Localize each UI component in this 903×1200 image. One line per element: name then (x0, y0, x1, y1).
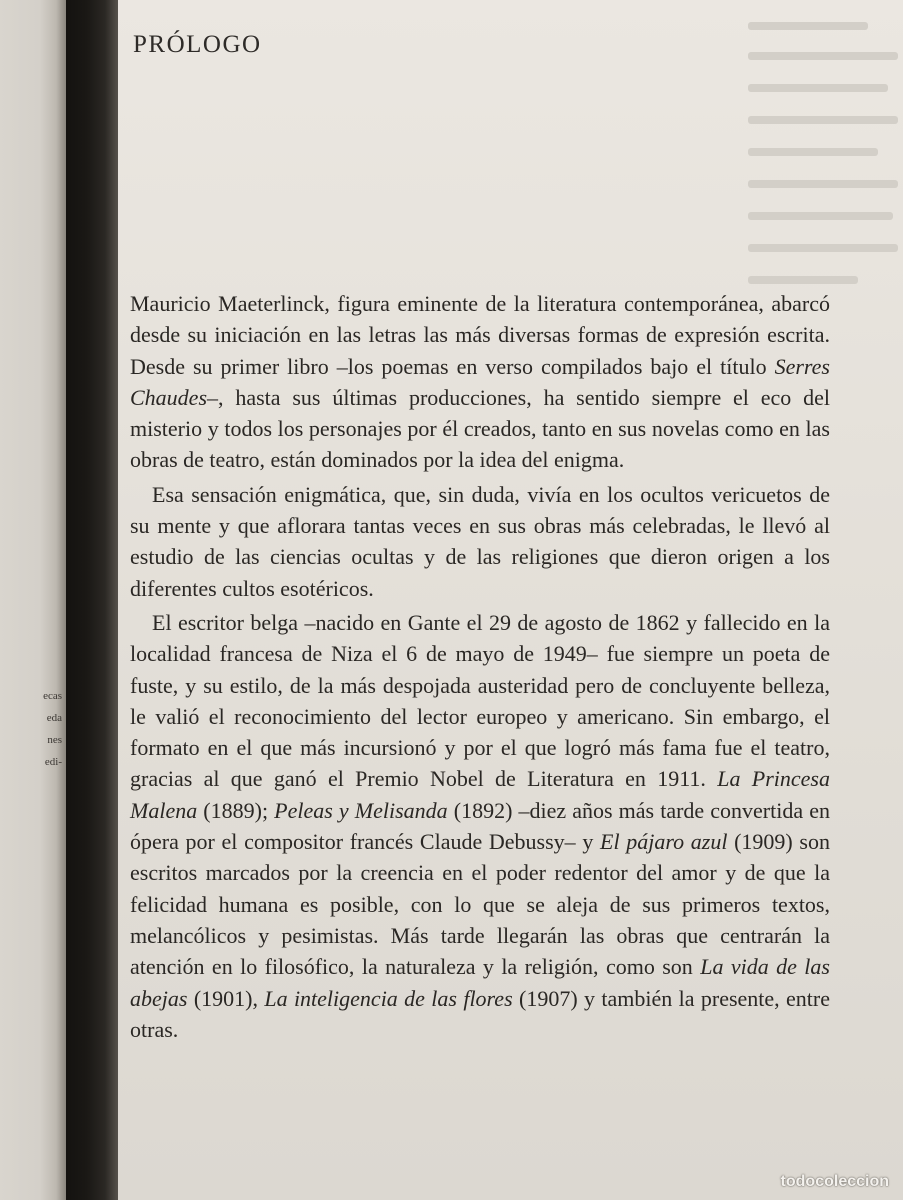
italic-title: Peleas y Melisanda (274, 797, 448, 823)
text-run: El escritor belga –nacido en Gante el 29 de agosto de 1862 y fallecido en la localidad francesa de Niza el 6 de mayo de 1949– fue siempre un poeta de fuste, y su estilo, de la más despojada austeridad pero de concluyente belleza, le valió el reconocimiento del lector europeo y americano. Sin embargo, el formato en el que más incursionó y por el que logró más fama fue el teatro, gracias al que ganó el Premio Nobel de Literatura en 1911. (130, 609, 830, 792)
paragraph (130, 288, 830, 476)
text-run: Esa sensación enigmática, que, sin duda, vivía en los ocultos vericuetos de su mente y que aflorara tantas veces en sus obras más celebradas, le llevó al estudio de las ciencias ocultas y de las religiones que dieron origen a los diferentes cultos esotéricos. (130, 481, 830, 601)
chapter-heading: PRÓLOGO (133, 31, 262, 58)
watermark-logo: todocoleccion (780, 1173, 889, 1190)
facing-page-fragment: edi- (44, 756, 62, 768)
book-page (118, 0, 903, 1200)
paragraph (130, 479, 830, 604)
text-run: –, hasta sus últimas producciones, ha sentido siempre el eco del misterio y todos los personajes por él creados, tanto en sus novelas como en las obras de teatro, están dominados por la idea del enigma. (130, 384, 830, 473)
italic-title: La vida de las abejas (130, 954, 830, 1011)
text-run: (1909) son escritos marcados por la creencia en el poder redentor del amor y de que la felicidad humana es posible, con lo que se aleja de sus primeros textos, melancólicos y pesimistas. Más tarde llegarán las obras que centrarán la atención en lo filosófico, la naturaleza y la religión, como son (130, 829, 830, 980)
book-gutter-shadow (66, 0, 118, 1200)
text-run: (1907) y también la presente, entre otras. (130, 985, 830, 1042)
italic-title: La inteligencia de las flores (264, 985, 513, 1011)
italic-title: El pájaro azul (600, 829, 728, 855)
facing-page-edge (0, 0, 66, 1200)
italic-title: Serres Chaudes (130, 353, 830, 410)
facing-page-fragment: nes (47, 734, 62, 746)
italic-title: La Princesa Malena (130, 766, 830, 823)
facing-page-fragment: eda (46, 712, 62, 724)
body-text (130, 288, 830, 1045)
text-run: Mauricio Maeterlinck, figura eminente de la literatura contemporánea, abarcó desde su iniciación en las letras las más diversas formas de expresión escrita. Desde su primer libro –los poemas en verso compilados bajo el título (130, 291, 830, 379)
text-run: (1901), (187, 985, 265, 1011)
paragraph (130, 607, 830, 1045)
text-run: (1892) –diez años más tarde convertida en ópera por el compositor francés Claude Debussy– y (130, 797, 830, 855)
text-run: (1889); (197, 797, 275, 823)
facing-page-fragment: ecas (43, 690, 62, 702)
